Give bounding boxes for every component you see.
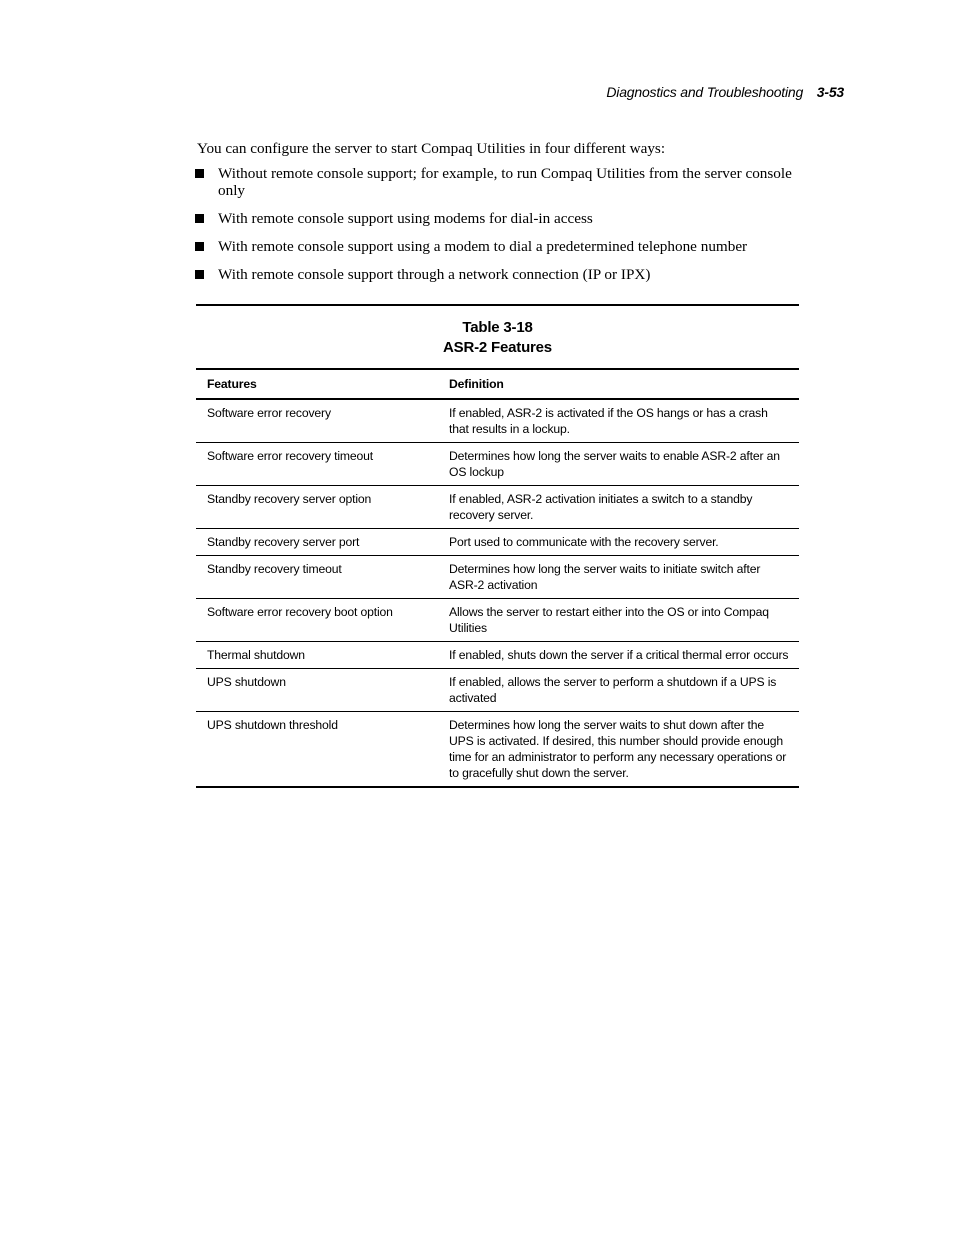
table-row	[196, 443, 799, 486]
table-row	[196, 556, 799, 599]
column-header-features: Features	[196, 369, 438, 399]
table-row	[196, 529, 799, 556]
list-item-text: Without remote console support; for example, to run Compaq Utilities from the server console only	[218, 165, 792, 199]
list-item-text: With remote console support using modems for dial-in access	[218, 210, 593, 227]
column-header-definition: Definition	[438, 369, 799, 399]
table-number: Table 3-18	[462, 319, 533, 336]
feature-cell: Software error recovery	[196, 399, 438, 443]
table-title: ASR-2 Features	[443, 339, 552, 356]
table-caption	[196, 306, 799, 368]
asr2-features-table	[196, 368, 799, 786]
page-number: 3-53	[816, 84, 844, 100]
definition-cell: Allows the server to restart either into the OS or into Compaq Utilities	[438, 599, 799, 642]
definition-cell: If enabled, ASR-2 activation initiates a switch to a standby recovery server.	[438, 486, 799, 529]
definition-cell: If enabled, allows the server to perform a shutdown if a UPS is activated	[438, 669, 799, 712]
square-bullet-icon	[195, 169, 204, 178]
feature-cell: UPS shutdown threshold	[207, 718, 338, 732]
list-item	[195, 210, 800, 227]
table-header-row	[196, 369, 799, 399]
feature-cell: UPS shutdown	[196, 669, 438, 712]
table-row	[196, 669, 799, 712]
table-row	[196, 642, 799, 669]
table-row	[196, 399, 799, 443]
feature-cell: Software error recovery timeout	[196, 443, 438, 486]
list-item	[195, 266, 800, 283]
running-header-section-title: Diagnostics and Troubleshooting	[606, 84, 804, 100]
square-bullet-icon	[195, 270, 204, 279]
list-item-text: With remote console support using a modem to dial a predetermined telephone number	[218, 238, 748, 255]
definition-cell: If enabled, ASR-2 is activated if the OS hangs or has a crash that results in a lockup.	[438, 399, 799, 443]
definition-cell: Determines how long the server waits to enable ASR-2 after an OS lockup	[438, 443, 799, 486]
feature-cell: Standby recovery server option	[196, 486, 438, 529]
square-bullet-icon	[195, 214, 204, 223]
table-row	[196, 599, 799, 642]
definition-cell: Determines how long the server waits to shut down after the UPS is activated. If desired, this number should provide enough time for an administrator to perform any necessary operations or to gracefully shut down the server.	[449, 718, 787, 780]
asr2-features-table-block	[196, 304, 799, 788]
definition-cell: Port used to communicate with the recovery server.	[438, 529, 799, 556]
definition-cell: Determines how long the server waits to initiate switch after ASR-2 activation	[438, 556, 799, 599]
feature-cell: Thermal shutdown	[196, 642, 438, 669]
table-row	[196, 712, 799, 787]
configuration-options-list	[195, 165, 800, 294]
running-header	[606, 84, 844, 100]
square-bullet-icon	[195, 242, 204, 251]
list-item-text: With remote console support through a network connection (IP or IPX)	[218, 266, 651, 283]
intro-paragraph: You can configure the server to start Compaq Utilities in four different ways:	[197, 140, 666, 157]
table-row	[196, 486, 799, 529]
definition-cell: If enabled, shuts down the server if a critical thermal error occurs	[438, 642, 799, 669]
list-item	[195, 238, 800, 255]
feature-cell: Software error recovery boot option	[196, 599, 438, 642]
feature-cell: Standby recovery server port	[196, 529, 438, 556]
list-item	[195, 165, 800, 199]
feature-cell: Standby recovery timeout	[196, 556, 438, 599]
